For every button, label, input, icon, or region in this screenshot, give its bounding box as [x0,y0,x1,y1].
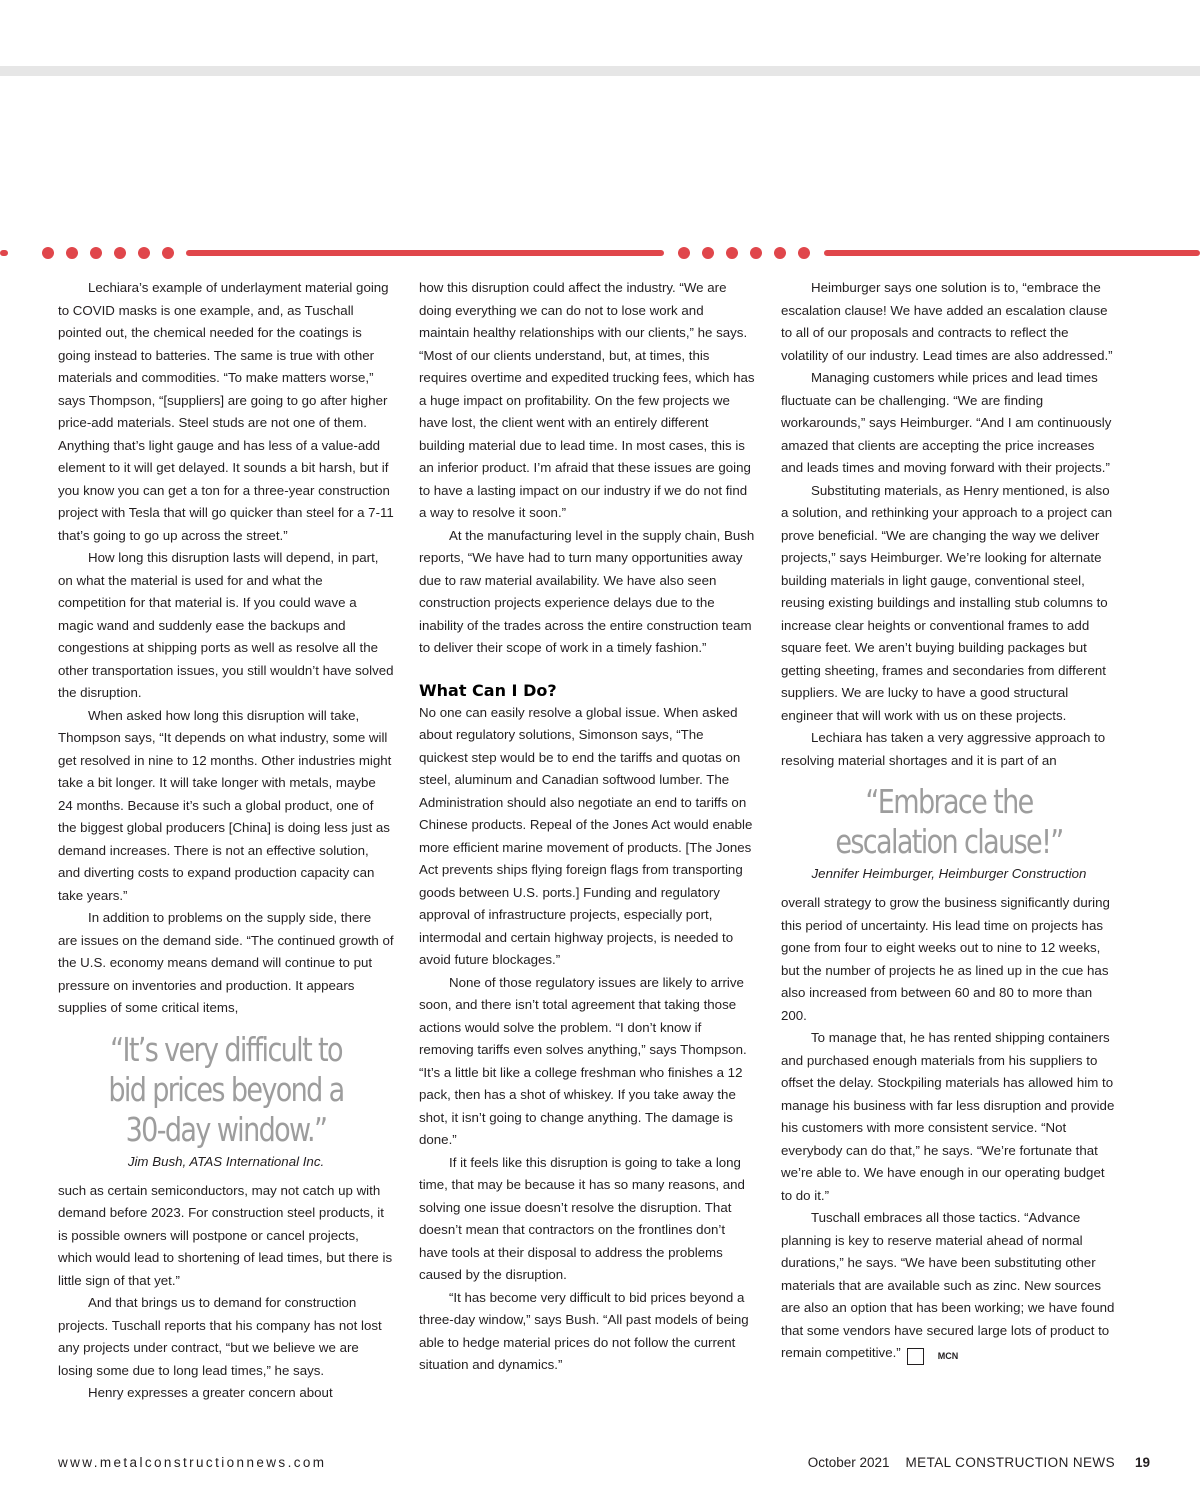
article-column-3 [781,277,1117,1365]
section-divider [0,247,1200,259]
divider-dot [774,247,786,259]
paragraph: In addition to problems on the supply side, there are issues on the demand side. “The continued growth of the U.S. economy means demand will continue to put pressure on inventories and production. It appears supplies of some critical items, [58,910,394,1015]
paragraph: how this disruption could affect the industry. “We are doing everything we can do not to lose work and maintain healthy relationships with our clients,” he says. “Most of our clients understand, but, at times, this requires overtime and expedited trucking fees, which has a huge impact on profitability. On the few projects we have lost, the client went with an entirely different building material due to lead time. In most cases, this is an inferior product. I’m afraid that these issues are going to have a lasting impact on our industry if we do not find a way to resolve it soon.” [419,280,755,520]
paragraph: Lechiara’s example of underlayment material going to COVID masks is one example, and, as Tuschall pointed out, the chemical needed for the coatings is going instead to batteries. The same is true with other materials and commodities. “To make matters worse,” says Thompson, “[suppliers] are going to go after higher price-add materials. Steel studs are not one of them. Anything that’s light gauge and has less of a value-add element to it will get delayed. It sounds a bit harsh, but if you know you can get a ton for a three-year construction project with Tesla that will go quicker than steel for a 7-11 that’s going to go up across the street.” [58,280,394,543]
paragraph: “It has become very difficult to bid prices beyond a three-day window,” says Bush. “All past models of being able to hedge material prices do not follow the current situation and dynamics.” [419,1289,749,1372]
footer-folio [808,1454,1150,1472]
pull-quote-text: “Embrace the escalation clause!” [835,782,1063,861]
pull-quote-attribution: Jim Bush, ATAS International Inc. [127,1153,325,1169]
paragraph: Heimburger says one solution is to, “embrace the escalation clause! We have added an escalation clause to all of our proposals and contracts to reflect the volatility of our industry. Lead times are also addressed.” [781,280,1113,363]
article-column-2 [419,277,755,1377]
paragraph: Managing customers while prices and lead times fluctuate can be challenging. “We are finding workarounds,” says Heimburger. “And I am continuously amazed that clients are accepting the price increases and leads times and moving forward with their projects.” [781,370,1112,475]
divider-bar [824,250,1200,256]
final-paragraph-text: Tuschall embraces all those tactics. “Advance planning is key to reserve material ahead of normal durations,” he says. “We have been substituting other materials that are available such as zinc. New sources are also an option that has been working; we have found that some vendors have secured large lots of product to remain competitive.” [781,1210,1115,1360]
divider-dot [798,247,810,259]
paragraph: None of those regulatory issues are likely to arrive soon, and there isn’t total agreement that taking those actions would solve the problem. “I don’t know if removing tariffs even solves anything,” says Thompson. “It’s a little bit like a college freshman who finishes a 12 pack, then has a shot of whiskey. If you take away the shot, it isn’t going to change anything. The damage is done.” [419,974,747,1147]
pull-quote-text: “It’s very difficult to bid prices beyond a 30-day window.” [108,1029,344,1149]
paragraph: Henry expresses a greater concern about [88,1385,333,1400]
pull-quote-attribution: Jennifer Heimburger, Heimburger Construction [811,866,1087,881]
paragraph: And that brings us to demand for construction projects. Tuschall reports that his company has not lost any projects under contract, “but we believe we are losing some due to long lead times,” he says. [58,1295,382,1378]
divider-dot [66,247,78,259]
pull-quote [781,782,1117,884]
end-mark-icon: MCN [907,1348,924,1365]
divider-dot [138,247,150,259]
page-number: 19 [1134,1455,1150,1470]
footer-website: www.metalconstructionnews.com [58,1455,327,1470]
article-column-1 [58,277,394,1405]
divider-dot [750,247,762,259]
issue-date: October 2021 [807,1455,890,1470]
paragraph: At the manufacturing level in the supply chain, Bush reports, “We have had to turn many opportunities away due to raw material availability. We have also seen construction projects experience delays due to the inability of the trades across the entire construction team to deliver their scope of work in a timely fashion.” [419,527,755,655]
paragraph: If it feels like this disruption is going to take a long time, that may be because it has so many reasons, and solving one issue doesn’t resolve the disruption. That doesn’t mean that contractors on the frontlines don’t have tools at their disposal to address the problems caused by the disruption. [419,1154,745,1282]
divider-dot [702,247,714,259]
divider-bar [0,250,8,256]
paragraph: such as certain semiconductors, may not catch up with demand before 2023. For construction steel products, it is possible owners will postpone or cancel projects, which would lead to shortening of lead times, but there is little sign of that yet.” [58,1182,393,1288]
paragraph: Substituting materials, as Henry mentioned, is also a solution, and rethinking your approach to a project can prove beneficial. “We are changing the way we deliver projects,” says Heimburger. We’re looking for alternate building materials in light gauge, conventional steel, reusing existing buildings and installing stub columns to increase clear heights or conventional frames to add square feet. We aren’t buying building packages but getting sheeting, frames and secondaries from different suppliers. We are lucky to have a good structural engineer that will work with us on these projects. [781,482,1113,723]
paragraph: Lechiara has taken a very aggressive approach to resolving material shortages and it is part of an [781,730,1106,768]
divider-dot [162,247,174,259]
top-header-band [0,66,1200,76]
section-heading: What Can I Do? [419,680,557,700]
pull-quote [58,1030,394,1172]
divider-dot [726,247,738,259]
divider-dot [42,247,54,259]
paragraph: No one can easily resolve a global issue. When asked about regulatory solutions, Simonson says, “The quickest step would be to end the tariffs and quotas on steel, aluminum and Canadian softwood lumber. The Administration should also negotiate an end to tariffs on Chinese products. Repeal of the Jones Act would enable more efficient marine movement of products. [The Jones Act prevents ships flying foreign flags from transporting goods between U.S. ports.] Funding and regulatory approval of infrastructure projects, especially port, intermodal and certain highway projects, is needed to avoid future blockages.” [419,704,753,967]
divider-dot [114,247,126,259]
publication-name: METAL CONSTRUCTION NEWS [905,1455,1115,1470]
paragraph [781,1207,1117,1365]
paragraph: To manage that, he has rented shipping containers and purchased enough materials from his suppliers to offset the delay. Stockpiling materials has allowed him to manage his business with far less disruption and provide his customers with more consistent service. “Not everybody can do that,” he says. “We’re fortunate that we’re able to. We have enough in our operating budget to do it.” [781,1030,1115,1203]
divider-dot [90,247,102,259]
divider-bar [186,250,664,256]
paragraph: overall strategy to grow the business significantly during this period of uncertainty. His lead time on projects has gone from four to eight weeks out to nine to 12 weeks, but the number of projects he as lined up in the cue has also increased from between 60 and 80 to more than 200. [781,895,1110,1023]
paragraph: How long this disruption lasts will depend, in part, on what the material is used for and what the competition for that material is. If you could wave a magic wand and suddenly ease the backups and congestions at shipping ports as well as resolve all the other transportation issues, you still wouldn’t have solved the disruption. [58,550,394,700]
paragraph: When asked how long this disruption will take, Thompson says, “It depends on what industry, some will get resolved in nine to 12 months. Other industries might take a bit longer. It will take longer with metals, maybe 24 months. Because it’s such a global product, one of the biggest global producers [China] is doing less just as demand increases. There is not an effective solution, and diverting costs to expand production capacity can take years.” [58,707,392,903]
divider-dot [678,247,690,259]
